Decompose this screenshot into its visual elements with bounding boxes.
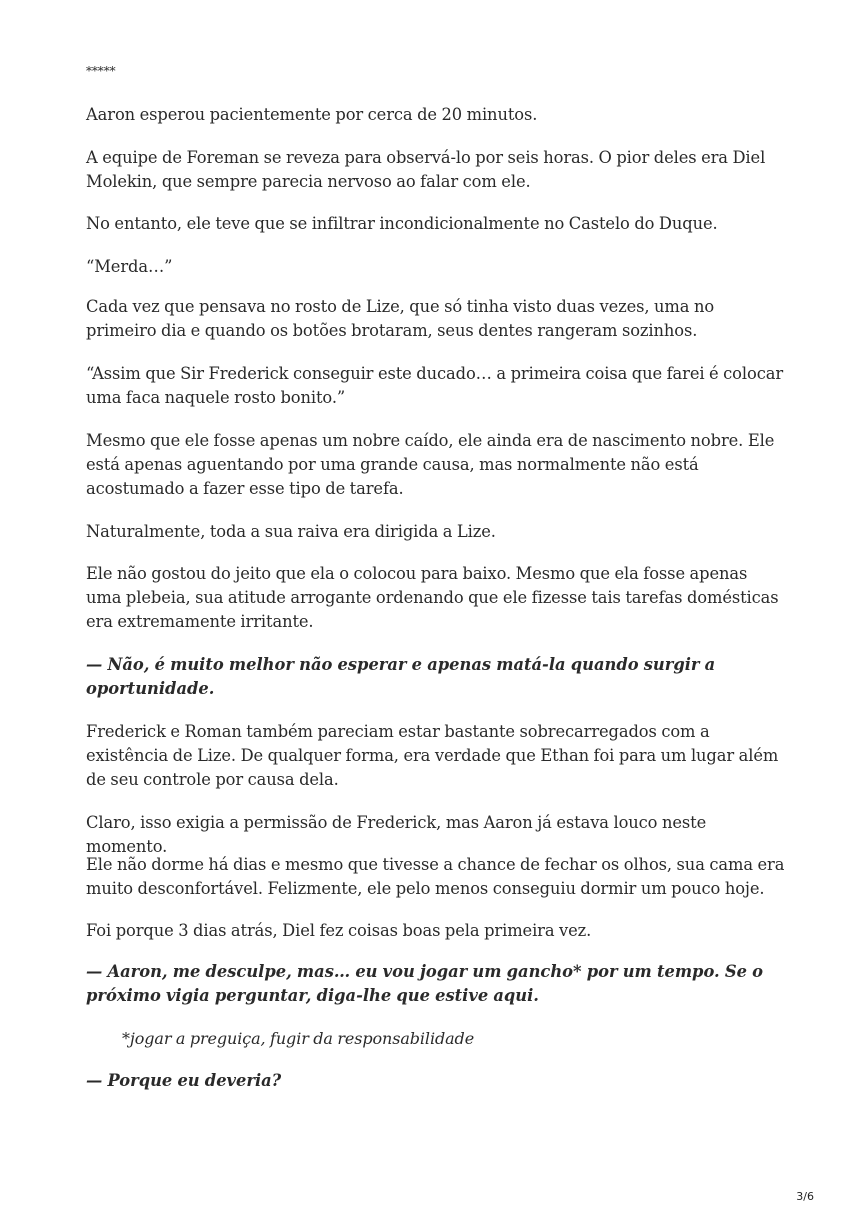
dialogue-line: — Porque eu deveria? (86, 1071, 282, 1090)
paragraph: No entanto, ele teve que se infiltrar incondicionalmente no Castelo do Duque. (86, 214, 718, 233)
paragraph: “Assim que Sir Frederick conseguir este ducado… a primeira coisa que farei é colocar uma faca naquele rosto bonito.” (86, 364, 784, 407)
paragraph: A equipe de Foreman se reveza para observá-lo por seis horas. O pior deles era Diel Molekin, que sempre parecia nervoso ao falar com ele. (86, 148, 766, 191)
paragraph: Claro, isso exigia a permissão de Frederick, mas Aaron já estava louco neste momento. (86, 813, 707, 856)
paragraph: Aaron esperou pacientemente por cerca de 20 minutos. (86, 105, 538, 124)
page-number: 3/6 (796, 1190, 814, 1203)
paragraph: Cada vez que pensava no rosto de Lize, que só tinha visto duas vezes, uma no primeiro dia e quando os botões brotaram, seus dentes rangeram sozinhos. (86, 297, 715, 340)
paragraph: Ele não gostou do jeito que ela o colocou para baixo. Mesmo que ela fosse apenas uma plebeia, sua atitude arrogante ordenando que ele fizesse tais tarefas domésticas era extremamente irritante. (86, 564, 779, 631)
dialogue-line: — Aaron, me desculpe, mas… eu vou jogar um gancho* por um tempo. Se o próximo vigia perguntar, diga-lhe que estive aqui. (86, 962, 763, 1005)
translator-note: *jogar a preguiça, fugir da responsabilidade (122, 1029, 475, 1048)
paragraph: Naturalmente, toda a sua raiva era dirigida a Lize. (86, 522, 496, 541)
section-separator: ***** (86, 64, 116, 78)
paragraph: Mesmo que ele fosse apenas um nobre caído, ele ainda era de nascimento nobre. Ele está apenas aguentando por uma grande causa, mas normalmente não está acostumado a fazer esse tipo de tarefa. (86, 431, 775, 498)
paragraph: Foi porque 3 dias atrás, Diel fez coisas boas pela primeira vez. (86, 921, 592, 940)
paragraph: “Merda…” (86, 257, 173, 276)
paragraph: Frederick e Roman também pareciam estar bastante sobrecarregados com a existência de Lize. De qualquer forma, era verdade que Ethan foi para um lugar além de seu controle por causa dela. (86, 722, 779, 789)
dialogue-line: — Não, é muito melhor não esperar e apenas matá-la quando surgir a oportunidade. (86, 655, 716, 698)
paragraph: Ele não dorme há dias e mesmo que tivesse a chance de fechar os olhos, sua cama era muito desconfortável. Felizmente, ele pelo menos conseguiu dormir um pouco hoje. (86, 855, 785, 898)
